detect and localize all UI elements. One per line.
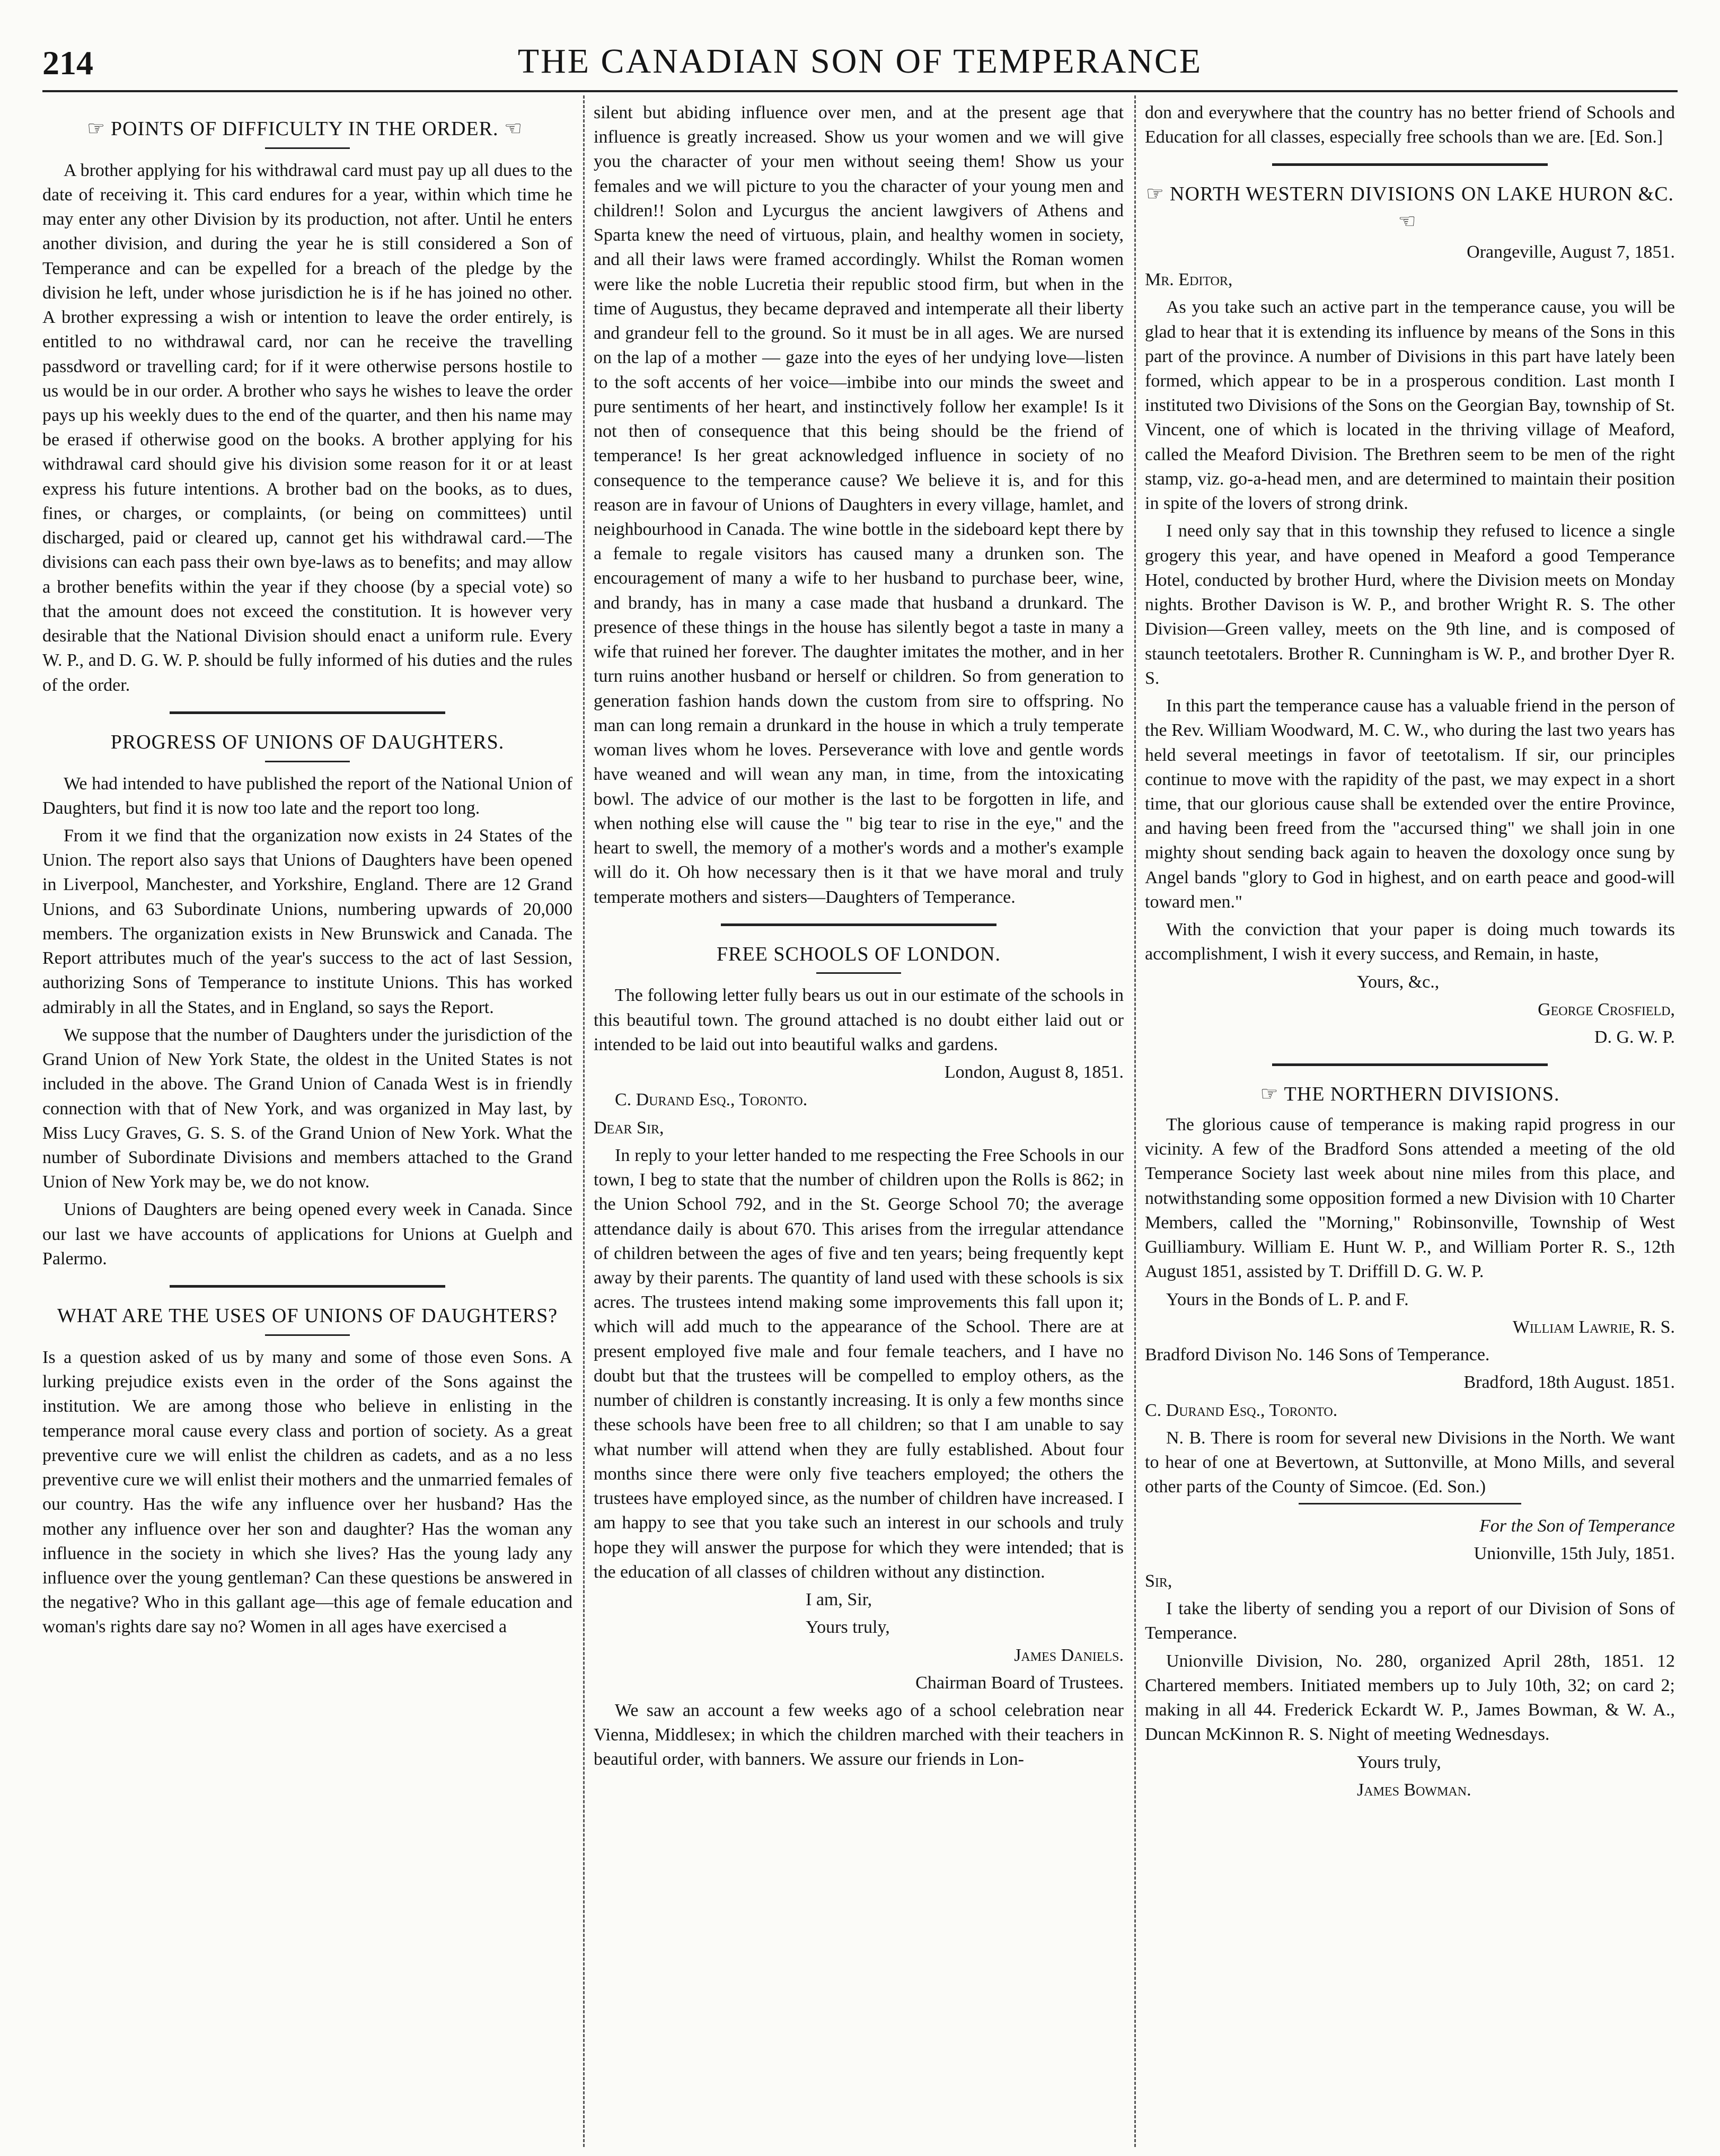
dateline: Bradford, 18th August. 1851. — [1463, 1372, 1675, 1393]
heading-text: POINTS OF DIFFICULTY IN THE ORDER. — [111, 118, 499, 140]
column-separator — [583, 95, 585, 2147]
paragraph: The following letter fully bears us out in our estimate of the schools in this beautiful town. The ground attached is no doubt either laid out or intended to be laid out into beautiful walks and gardens. — [594, 985, 1124, 1054]
column-separator — [1134, 95, 1136, 2147]
dateline: London, August 8, 1851. — [944, 1062, 1124, 1083]
closing: Yours, &c., — [1357, 972, 1440, 992]
paragraph: silent but abiding influence over men, and at the present age that influence is greatly increased. Show us your women and we will give you the character of your men without seeing them! Show us your females and we will picture to you the character of your young men and children!! Solon and Lycurgus the ancient lawgivers of Athens and Sparta knew the need of virtuous, plain, and healthy women in society, and all their laws were framed accordingly. Whilst the Roman women were like the noble Lucretia their republic stood firm, but when in the time of Augustus, they became depraved and intemperate all their liberty and grandeur fell to the ground. So it must be in all ages. We are nursed on the lap of a mother — gaze into the eyes of her undying love—listen to the soft accents of her voice—imbibe into our minds the sweet and pure sentiments of her heart, and instinctively follow her example! Is it not then of consequence that this being should be the friend of temperance! Is her great acknowledged influence in society of no consequence to the temperance cause? We believe it is, and for this reason are in favour of Unions of Daughters in every village, hamlet, and neighbourhood in Canada. The wine bottle in the sideboard kept there by a female to regale visitors has caused many a drunken son. The encouragement of many a wife to her husband to purchase beer, wine, and brandy, has in many a case made that husband a drunkard. The presence of these things in the house has silently begot a taste in many a wife that ruined her forever. The daughter imitates the mother, and in her turn ruins another husband or herself or children. So from generation to generation fashion hands down the custom from sire to offspring. No man can long remain a drunkard in the house in which a truly temperate woman lives whom he loves. Perseverance with love and gentle words have weaned and will wean any man, in time, from the intoxicating bowl. The advice of our mother is the last to be forgotten in life, and when nothing else will cause the " big tear to rise in the eye," and the heart to swell, the memory of a mother's words and a mother's example will do it. Oh how necessary then is it that we have moral and truly temperate mothers and sisters—Daughters of Temperance. — [594, 103, 1124, 907]
salutation: Sir, — [1145, 1571, 1172, 1591]
short-rule — [265, 147, 350, 149]
short-rule — [265, 761, 350, 762]
signer-name: William Lawrie, R. S. — [1512, 1317, 1675, 1337]
dateline: Orangeville, August 7, 1851. — [1467, 242, 1675, 262]
dateline: Unionville, 15th July, 1851. — [1474, 1543, 1675, 1563]
signer-name: James Bowman. — [1357, 1780, 1471, 1800]
paragraph: With the conviction that your paper is doing much towards its accomplishment, I wish it every success, and Remain, in haste, — [1145, 920, 1675, 964]
paragraph: N. B. There is room for several new Divisions in the North. We want to hear of one at Bevertown, at Suttonville, at Mono Mills, and several other parts of the County of Simcoe. (Ed. Son.) — [1145, 1428, 1675, 1497]
short-rule — [816, 972, 901, 974]
paragraph: We saw an account a few weeks ago of a school celebration near Vienna, Middlesex; in which the children marched with their teachers in beautiful order, with banners. We assure our friends in Lon- — [594, 1700, 1124, 1770]
paragraph: Unionville Division, No. 280, organized April 28th, 1851. 12 Chartered members. Initiated members up to July 10th, 32; on card 2; making in all 44. Frederick Eckardt W. P., James Bowman, & W. A., Duncan McKinnon R. S. Night of meeting Wednesdays. — [1145, 1651, 1675, 1745]
section-heading: FREE SCHOOLS OF LONDON. — [716, 943, 1001, 965]
section-rule — [170, 1285, 445, 1288]
page-number: 214 — [42, 44, 93, 82]
paragraph: don and everywhere that the country has no better friend of Schools and Education for all classes, especially free schools than we are. [Ed. Son.] — [1145, 103, 1675, 147]
section-heading — [1145, 1081, 1675, 1108]
addressee: C. Durand Esq., Toronto. — [1145, 1400, 1338, 1420]
paragraph: A brother applying for his withdrawal card must pay up all dues to the date of receiving it. This card endures for a year, within which time he may enter any other Division by its production, not after. Until he enters another division, and during the year he is still considered a Son of Temperance and can be expelled for a breach of the pledge by the division he left, under whose jurisdiction he is if he has joined no other. A brother expressing a wish or intention to leave the order entirely, is entitled to no withdrawal card, nor can he receive the travelling passdword or travelling card; for if it were otherwise persons hostile to us would be in our order. A brother who says he wishes to leave the order pays up his weekly dues to the end of the quarter, and then his name may be erased if otherwise good on the books. A brother applying for his withdrawal card should give his division some reason for it or at least express his future intentions. A brother bad on the books, as to dues, fines, or charges, or complaints, (or being on committees) until discharged, paid or cleared up, cannot get his withdrawal card.—The divisions can each pass their own bye-laws as to benefits; and may allow a brother benefits within the year if they choose (by a special vote) so that the amount does not exceed the constitution. It is however very desirable that the National Division should enact a uniform rule. Every W. P., and D. G. W. P. should be fully informed of his duties and the rules of the order. — [42, 160, 572, 695]
heading-text: THE NORTHERN DIVISIONS. — [1284, 1083, 1560, 1106]
signer-name: George Crosfield, — [1538, 999, 1675, 1019]
closing: I am, Sir, — [806, 1590, 872, 1610]
page-header — [42, 32, 1678, 90]
newspaper-title: THE CANADIAN SON OF TEMPERANCE — [517, 42, 1203, 81]
paragraph: The glorious cause of temperance is making rapid progress in our vicinity. A few of the Bradford Sons attended a meeting of the old Temperance Society last week about nine miles from this place, and notwithstanding some opposition formed a new Division with 10 Charter Members, called the "Morning," Robinsonville, Township of West Guilliambury. William E. Hunt W. P., and William Porter R. S., 12th August 1851, assisted by T. Driffill D. G. W. P. — [1145, 1114, 1675, 1282]
section-rule — [170, 711, 445, 714]
pointing-hand-icon: ☞ — [1260, 1083, 1279, 1106]
paragraph: We suppose that the number of Daughters under the jurisdiction of the Grand Union of New York State, the oldest in the United States is not included in the above. The Grand Union of Canada West is in friendly connection with that of New York, and was organized in May last, by Miss Lucy Graves, G. S. S. of the Grand Union of New York. What the number of Subordinate Divisions and members attached to the Grand Union of New York may be, we do not know. — [42, 1025, 572, 1192]
signer-title: D. G. W. P. — [1594, 1027, 1675, 1048]
section-heading: PROGRESS OF UNIONS OF DAUGHTERS. — [110, 731, 505, 753]
closing: Yours truly, — [806, 1617, 890, 1638]
signer-name: James Daniels. — [1014, 1645, 1124, 1665]
short-rule — [265, 1334, 350, 1336]
section-heading: WHAT ARE THE USES OF UNIONS OF DAUGHTERS? — [57, 1305, 558, 1327]
paragraph: Yours in the Bonds of L. P. and F. — [1166, 1289, 1409, 1309]
paragraph: In this part the temperance cause has a valuable friend in the person of the Rev. William Woodward, M. C. W., who during the last two years has held several meetings in favor of teetotalism. If sir, our principles continue to move with the rapidity of the past, we may expect in a short time, that our glorious cause shall be extended over the entire Province, and having been freed from the "accursed thing" we shall join in one mighty shout sending back again to heaven the doxology once sung by Angel bands "glory to God in highest, and on earth peace and good-will toward men." — [1145, 696, 1675, 912]
salutation: Mr. Editor, — [1145, 270, 1233, 290]
reversed-hand-icon: ☜ — [504, 118, 523, 140]
paragraph: As you take such an active part in the temperance cause, you will be glad to hear that it is extending its influence by means of the Sons in this part of the province. A number of Divisions in this part have lately been formed, which appear to be in a prosperous condition. Last month I instituted two Divisions of the Sons on the Georgian Bay, township of St. Vincent, one of which is located in the thriving village of Meaford, called the Meaford Division. The Brethren seem to be men of the right stamp, viz. go-a-head men, and are determined to maintain their position in spite of the lovers of strong drink. — [1145, 297, 1675, 514]
paragraph: We had intended to have published the report of the National Union of Daughters, but find it is now too late and the report too long. — [42, 773, 572, 818]
reversed-hand-icon: ☜ — [1398, 210, 1417, 233]
paragraph: From it we find that the organization now exists in 24 States of the Union. The report also says that Unions of Daughters have been opened in Liverpool, Manchester, and Yorkshire, England. There are 12 Grand Unions, and 63 Subordinate Unions, numbering upwards of 20,000 members. The organization exists in New Brunswick and Canada. The Report attributes much of the year's success to the act of last Session, authorizing Sons of Temperance to institute Unions. This has worked admirably in all the States, and in England, so says the Report. — [42, 825, 572, 1017]
pointing-hand-icon: ☞ — [1145, 183, 1165, 206]
section-heading — [1145, 181, 1675, 235]
section-heading: For the Son of Temperance — [1479, 1516, 1675, 1536]
heading-text: NORTH WESTERN DIVISIONS ON LAKE HURON &C. — [1170, 183, 1674, 206]
column-1 — [42, 101, 572, 1643]
closing: Yours truly, — [1357, 1752, 1441, 1772]
section-rule — [1272, 163, 1548, 166]
letter-body: In reply to your letter handed to me respecting the Free Schools in our town, I beg to state that the number of children upon the Rolls is 862; in the Union School 792, and in the St. George School 70; the average attendance daily is about 670. This arises from the irregular attendance of children between the ages of five and ten years; being frequently kept away by their parents. The quantity of land used with these schools is six acres. The trustees intend making some improvements this fall upon it; which will add much to the appearance of the School. There are at present employed five male and four female teachers, and I have no doubt but that the trustees will be compelled to employ others, as the number of children is constantly increasing. It is only a few months since these schools have been free to all children; so that I am unable to say what number will attend when they are fully established. About four months since there were only five teachers employed; the others the trustees have employed since, as the number of children have increased. I am happy to see that you take such an interest in our schools and truly hope they will answer the purpose for which they were intended; that is the education of all classes of children without any distinction. — [594, 1145, 1124, 1582]
header-rule — [42, 90, 1678, 92]
column-2 — [594, 101, 1124, 1775]
salutation: Dear Sir, — [594, 1117, 664, 1138]
addressee: C. Durand Esq., Toronto. — [615, 1090, 808, 1110]
paragraph: I need only say that in this township they refused to licence a single grogery this year, and have opened in Meaford a good Temperance Hotel, conducted by brother Hurd, where the Division meets on Monday nights. Brother Davison is W. P., and brother Wright R. S. The other Division—Green valley, meets on the 9th line, and is composed of staunch teetotalers. Brother R. Cunningham is W. P., and brother Dyer R. S. — [1145, 521, 1675, 688]
section-rule — [721, 923, 996, 926]
division-line: Bradford Divison No. 146 Sons of Temperance. — [1145, 1345, 1490, 1365]
paragraph: I take the liberty of sending you a report of our Division of Sons of Temperance. — [1145, 1599, 1675, 1643]
paragraph: Is a question asked of us by many and some of those even Sons. A lurking prejudice exists even in the order of the Sons against the institution. We are among those who believe in enlisting in the temperance moral cause every class and portion of society. As a great preventive cure we will enlist the children as cadets, and as a no less preventive cure we will enlist their mothers and the unmarried females of our country. Has the wife any influence over her husband? Has the mother any influence over her son and daughter? Has the woman any influence in the society in which she lives? Has the young lady any influence over the young gentleman? Can these questions be answered in the negative? Who in this gallant age—this age of female education and woman's rights dare say no? Women in all ages have exercised a — [42, 1347, 572, 1637]
column-3 — [1145, 101, 1675, 1806]
paragraph: Unions of Daughters are being opened every week in Canada. Since our last we have accounts of applications for Unions at Guelph and Palermo. — [42, 1200, 572, 1269]
section-rule — [1272, 1063, 1548, 1066]
pointing-hand-icon: ☞ — [86, 118, 106, 140]
signer-title: Chairman Board of Trustees. — [915, 1673, 1124, 1693]
section-rule — [1299, 1503, 1521, 1504]
section-heading — [42, 116, 572, 143]
